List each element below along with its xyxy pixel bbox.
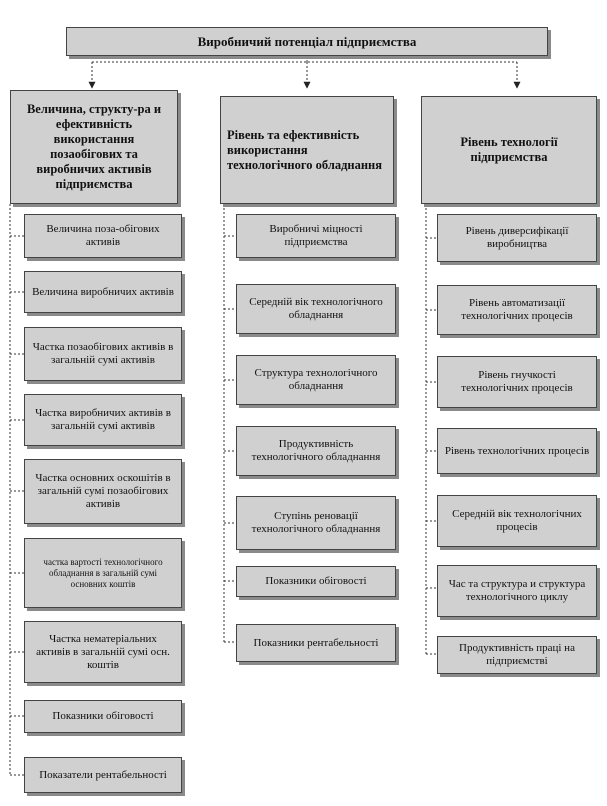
column-1-item: Величина поза-обігових активів [24,214,182,258]
column-3-item: Рівень автоматизації технологічних процесів [437,285,597,335]
column-2-item: Показники рентабельності [236,624,396,662]
column-3-item: Продуктивність праці на підприємстві [437,636,597,674]
column-2-header: Рівень та ефективність використання технологічного обладнання [220,96,394,204]
column-1-item: Частка виробничих активів в загальній сумі активів [24,394,182,446]
column-3-header: Рівень технології підприємства [421,96,597,204]
column-2-item: Виробничі міцності підприємства [236,214,396,258]
column-2-item: Показники обіговості [236,566,396,597]
column-3-item: Рівень гнучкості технологічних процесів [437,356,597,408]
column-1-item: Величина виробничих активів [24,271,182,313]
column-1-item: Показатели рентабельності [24,757,182,793]
column-2-item: Продуктивність технологічного обладнання [236,426,396,476]
column-2-item: Ступінь реновації технологічного обладнання [236,496,396,550]
column-1-item: Частка основних оскошітів в загальній сумі позаобігових активів [24,459,182,524]
column-3-item: Рівень технологічних процесів [437,428,597,474]
diagram-title: Виробничий потенціал підприємства [66,27,548,56]
column-3-item: Час та структура и структура технологічного циклу [437,565,597,617]
column-1-header: Величина, структу-ра и ефективність використання позаобігових та виробничих активів підприємства [10,90,178,204]
column-1-item: Показники обіговості [24,700,182,733]
column-3-item: Середній вік технологічних процесів [437,495,597,547]
column-1-item: Частка нематеріальних активів в загальній сумі осн. коштів [24,621,182,683]
column-1-item: Частка позаобігових активів в загальній сумі активів [24,327,182,381]
column-2-item: Структура технологічного обладнання [236,355,396,405]
column-1-item: частка вартості технологічного обладнання в загальній сумі основних коштів [24,538,182,608]
column-3-item: Рівень диверсифікації виробництва [437,214,597,262]
column-2-item: Середній вік технологічного обладнання [236,284,396,334]
